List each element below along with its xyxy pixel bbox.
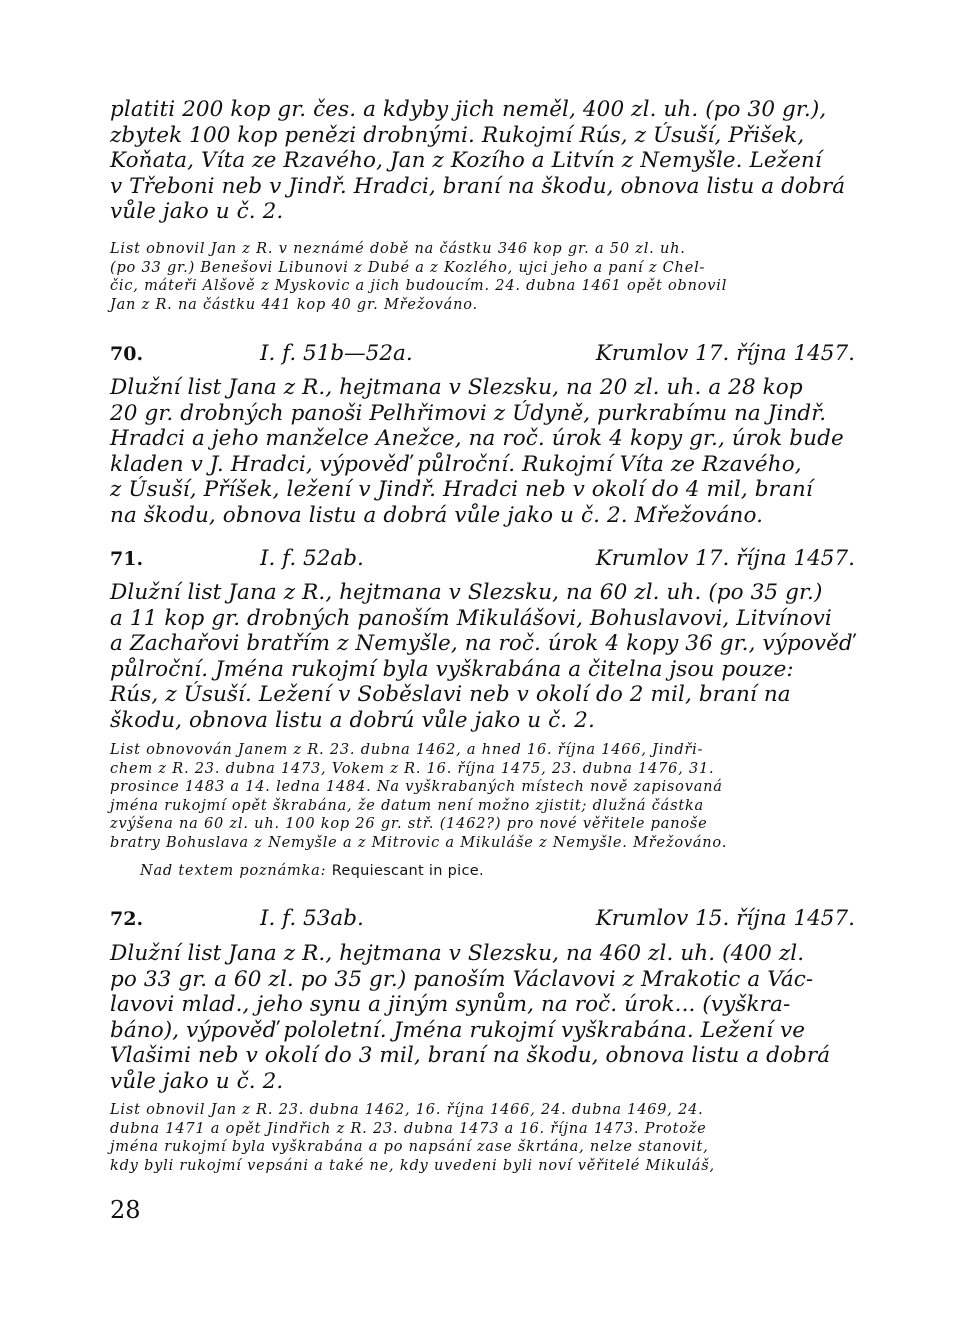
entry-folio-reference: I. f. 51b—52a. [260,341,413,366]
intro-note: List obnovil Jan z R. v neznámé době na částku 346 kop gr. a 50 zl. uh. (po 33 gr.) Benešovi Libunovi z Dubé a z Kozlého, ujci jeho a paní z Chel- čic, máteři Alšově z Myskovic a jich budoucím. 24. dubna 1461 opět obnovil Jan z R. na částku 441 kop 40 gr. Mřežováno. [110,241,728,313]
entry-heading [110,545,855,573]
entry-note: List obnovován Janem z R. 23. dubna 1462, a hned 16. října 1466, Jindři- chem z R. 23. dubna 1473, Vokem z R. 16. října 1475, 23. dubna 1476, 31. prosince 1483 a 14. ledna 1484. Na vyškrabaných místech nově zapisovaná jména rukojmí opět škrabána, že datum není možno zjistit; dlužná částka zvýšena na 60 zl. uh. 100 kop 26 gr. stř. (1462?) pro nové věřitele panoše bratry Bohuslava z Nemyšle a z Mitrovic a Mikuláše z Nemyšle. Mřežováno. [110,742,728,851]
page-number: 28 [110,1196,141,1224]
entry-paragraph: Dlužní list Jana z R., hejtmana v Slezsku, na 460 zl. uh. (400 zl. po 33 gr. a 60 zl. po 35 gr.) panoším Václavovi z Mrakotic a Vác- lavovi mlad., jeho synu a jiným synům, na roč. úrok... (vyškra- báno), výpověď pololetní. Jména rukojmí vyškrabána. Ležení ve Vlašimi neb v okolí do 3 mil, braní na škodu, obnova listu a dobrá vůle jako u č. 2. [110,941,831,1094]
entry-number: 70. [110,343,144,365]
entry-paragraph: Dlužní list Jana z R., hejtmana v Slezsku, na 60 zl. uh. (po 35 gr.) a 11 kop gr. drobných panoším Mikulášovi, Bohuslavovi, Litvínovi a Zachařovi bratřím z Nemyšle, na roč. úrok 4 kopy 36 gr., výpověď půlroční. Jména rukojmí byla vyškrabána a čitelna jsou pouze: Rús, z Úsuší. Ležení v Soběslavi neb v okolí do 2 mil, braní na škodu, obnova listu a dobrú vůle jako u č. 2. [110,580,853,733]
entry-number: 71. [110,548,144,570]
entry-paragraph: Dlužní list Jana z R., hejtmana v Slezsku, na 20 zl. uh. a 28 kop 20 gr. drobných panoši Pelhřimovi z Údyně, purkrabímu na Jindř. Hradci a jeho manželce Anežce, na roč. úrok 4 kopy gr., úrok bude kladen v J. Hradci, výpověď půlroční. Rukojmí Víta ze Rzavého, z Úsuší, Příšek, ležení v Jindř. Hradci neb v okolí do 4 mil, braní na škodu, obnova listu a dobrá vůle jako u č. 2. Mřežováno. [110,375,844,528]
entry-heading [110,340,855,368]
intro-paragraph: platiti 200 kop gr. čes. a kdyby jich neměl, 400 zl. uh. (po 30 gr.), zbytek 100 kop penězi drobnými. Rukojmí Rús, z Úsuší, Přišek, Koňata, Víta ze Rzavého, Jan z Kozího a Litvín z Nemyšle. Ležení v Třeboni neb v Jindř. Hradci, braní na škodu, obnova listu a dobrá vůle jako u č. 2. [110,97,846,224]
remark-text: Requiescant in pice. [331,863,484,879]
entry-number: 72. [110,908,144,930]
entry-folio-reference: I. f. 52ab. [260,546,364,571]
entry-date: Krumlov 17. října 1457. [595,341,855,366]
entry-note-remark [140,862,855,881]
entry-date: Krumlov 15. října 1457. [595,906,855,931]
entry-heading [110,905,855,933]
entry-date: Krumlov 17. října 1457. [595,546,855,571]
entry-note: List obnovil Jan z R. 23. dubna 1462, 16. října 1466, 24. dubna 1469, 24. dubna 1471 a opět Jindřich z R. 23. dubna 1473 a 16. října 1473. Protože jména rukojmí byla vyškrabána a po napsání zase škrtána, nelze stanovit, kdy byli rukojmí vepsáni a také ne, kdy uvedeni byli noví věřitelé Mikuláš, [110,1102,715,1174]
entry-folio-reference: I. f. 53ab. [260,906,364,931]
remark-label: Nad textem poznámka: [140,863,327,879]
